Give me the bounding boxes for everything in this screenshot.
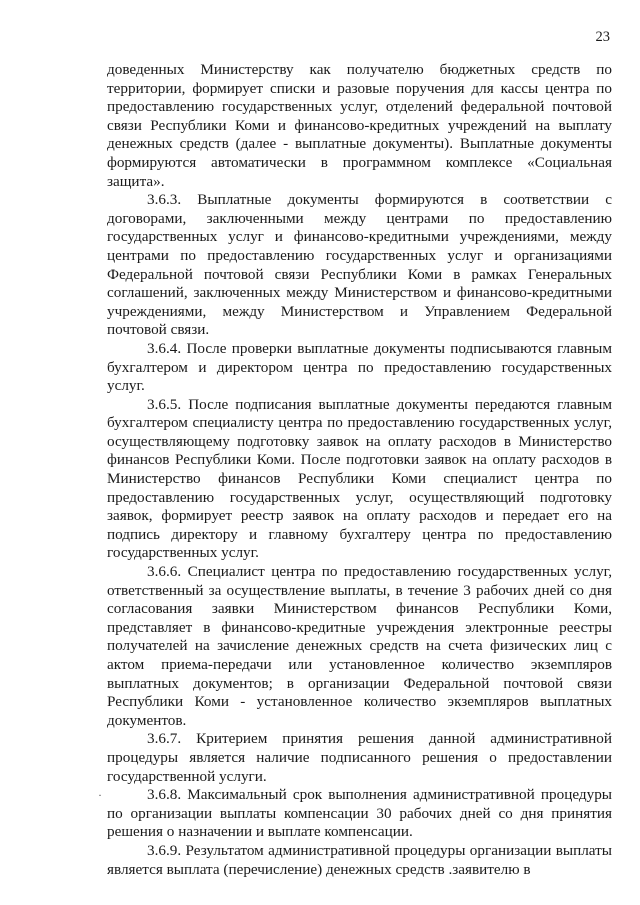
- paragraph-3-6-6: 3.6.6. Специалист центра по предоставлению государственных услуг, ответственный за осуществление выплаты, в течение 3 рабочих дней со дня согласования заявки Министерством финансов Республики Коми, представляет в финансово-кредитные учреждения электронные реестры получателей на зачисление денежных средств на счета физических лиц с актом приема-передачи или установленное количество экземпляров выплатных документов; в организации Федеральной почтовой связи Республики Коми - установленное количество экземпляров выплатных документов.: [107, 563, 612, 729]
- document-body: [107, 61, 612, 879]
- paragraph-3-6-9: 3.6.9. Результатом административной процедуры организации выплаты является выплата (перечисление) денежных средств .заявителю в: [107, 841, 612, 878]
- paragraph-3-6-7: 3.6.7. Критерием принятия решения данной административной процедуры является наличие подписанного решения о предоставлении государственной услуги.: [107, 730, 612, 785]
- paragraph-3-6-3: 3.6.3. Выплатные документы формируются в соответствии с договорами, заключенными между центрами по предоставлению государственных услуг и финансово-кредитными учреждениями, между центрами по предоставлению государственных услуг и организациями Федеральной почтовой связи Республики Коми в рамках Генеральных соглашений, заключенных между Министерством и финансово-кредитными учреждениями, между Министерством и Управлением Федеральной почтовой связи.: [107, 191, 612, 339]
- paragraph-3-6-5: 3.6.5. После подписания выплатные документы передаются главным бухгалтером специалисту центра по предоставлению государственных услуг, осуществляющему подготовку заявок на оплату расходов в Министерство финансов Республики Коми. После подготовки заявок на оплату расходов в Министерство финансов Республики Коми специалист центра по предоставлению государственных услуг, осуществляющий подготовку заявок, формирует реестр заявок на оплату расходов и передает его на подпись директору и главному бухгалтеру центра по предоставлению государственных услуг.: [107, 395, 612, 562]
- paragraph-continuation: доведенных Министерству как получателю бюджетных средств по территории, формирует списки и разовые поручения для кассы центра по предоставлению государственных услуг, отделений федеральной почтовой связи Республики Коми и финансово-кредитных учреждений на выплату денежных средств (далее - выплатные документы). Выплатные документы формируются автоматически в программном комплексе «Социальная защита».: [107, 61, 612, 190]
- paragraph-3-6-8: 3.6.8. Максимальный срок выполнения административной процедуры по организации выплаты компенсации 30 рабочих дней со дня принятия решения о назначении и выплате компенсации.: [107, 786, 612, 841]
- page-number: 23: [595, 29, 610, 45]
- scan-mark: ·: [98, 788, 102, 802]
- paragraph-3-6-4: 3.6.4. После проверки выплатные документы подписываются главным бухгалтером и директором центра по предоставлению государственных услуг.: [107, 339, 612, 395]
